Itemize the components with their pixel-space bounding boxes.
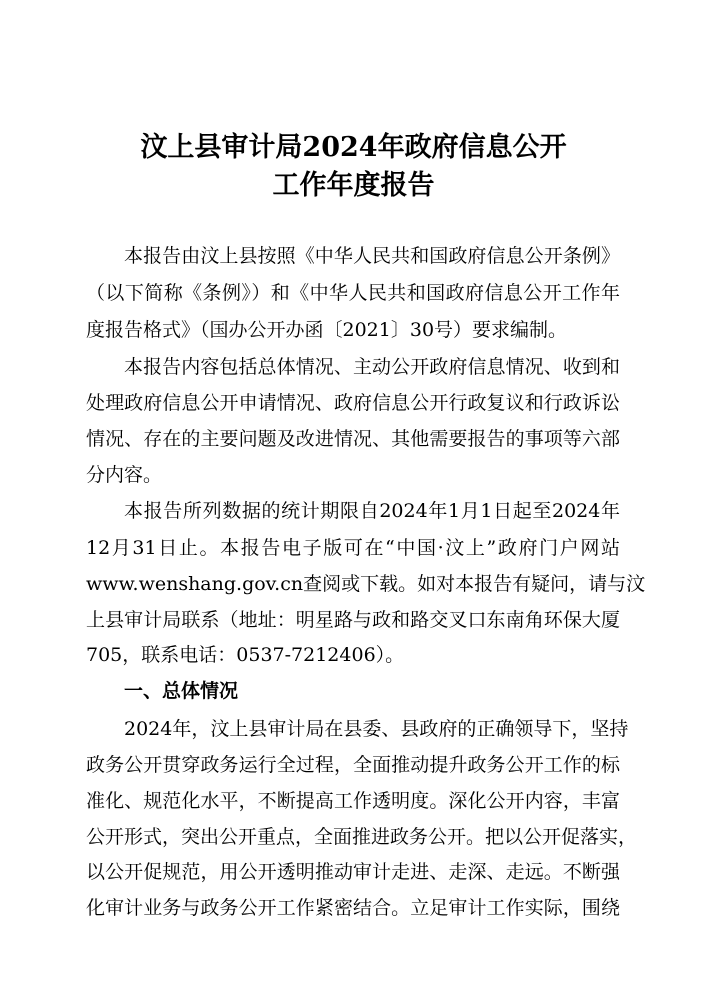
paragraph-line: 上县审计局联系（地址：明星路与政和路交叉口东南角环保大厦 xyxy=(86,609,620,631)
paragraph-line: 2024年，汶上县审计局在县委、县政府的正确领导下，坚持 xyxy=(124,718,629,740)
paragraph-line: （以下简称《条例》）和《中华人民共和国政府信息公开工作年 xyxy=(86,282,620,304)
paragraph-line: 化审计业务与政务公开工作紧密结合。立足审计工作实际，围绕 xyxy=(86,897,620,919)
report-title-line1: 汶上县审计局2024年政府信息公开 xyxy=(140,132,567,163)
paragraph-line: www.wenshang.gov.cn查阅或下载。如对本报告有疑问，请与汶 xyxy=(86,573,646,595)
paragraph-line: 705，联系电话：0537-7212406）。 xyxy=(86,644,405,666)
paragraph-line: 处理政府信息公开申请情况、政府信息公开行政复议和行政诉讼 xyxy=(86,392,620,414)
section-heading: 一、总体情况 xyxy=(124,680,239,702)
paragraph-line: 分内容。 xyxy=(86,464,163,486)
paragraph-line: 政务公开贯穿政务运行全过程，全面推动提升政务公开工作的标 xyxy=(86,754,620,776)
paragraph-line: 准化、规范化水平，不断提高工作透明度。深化公开内容，丰富 xyxy=(86,790,620,812)
paragraph-line: 本报告所列数据的统计期限自2024年1月1日起至2024年 xyxy=(124,500,620,522)
paragraph-line: 以公开促规范，用公开透明推动审计走进、走深、走远。不断强 xyxy=(86,861,620,883)
paragraph-line: 12月31日止。本报告电子版可在“中国·汶上”政府门户网站 xyxy=(86,537,620,559)
paragraph-line: 度报告格式》（国办公开办函〔2021〕30号）要求编制。 xyxy=(86,319,568,341)
paragraph-line: 本报告内容包括总体情况、主动公开政府信息情况、收到和 xyxy=(124,356,620,378)
paragraph-line: 公开形式，突出公开重点，全面推进政务公开。把以公开促落实， xyxy=(86,826,638,848)
report-title-line2: 工作年度报告 xyxy=(272,170,435,201)
paragraph-line: 本报告由汶上县按照《中华人民共和国政府信息公开条例》 xyxy=(124,245,620,267)
paragraph-line: 情况、存在的主要问题及改进情况、其他需要报告的事项等六部 xyxy=(86,428,620,450)
